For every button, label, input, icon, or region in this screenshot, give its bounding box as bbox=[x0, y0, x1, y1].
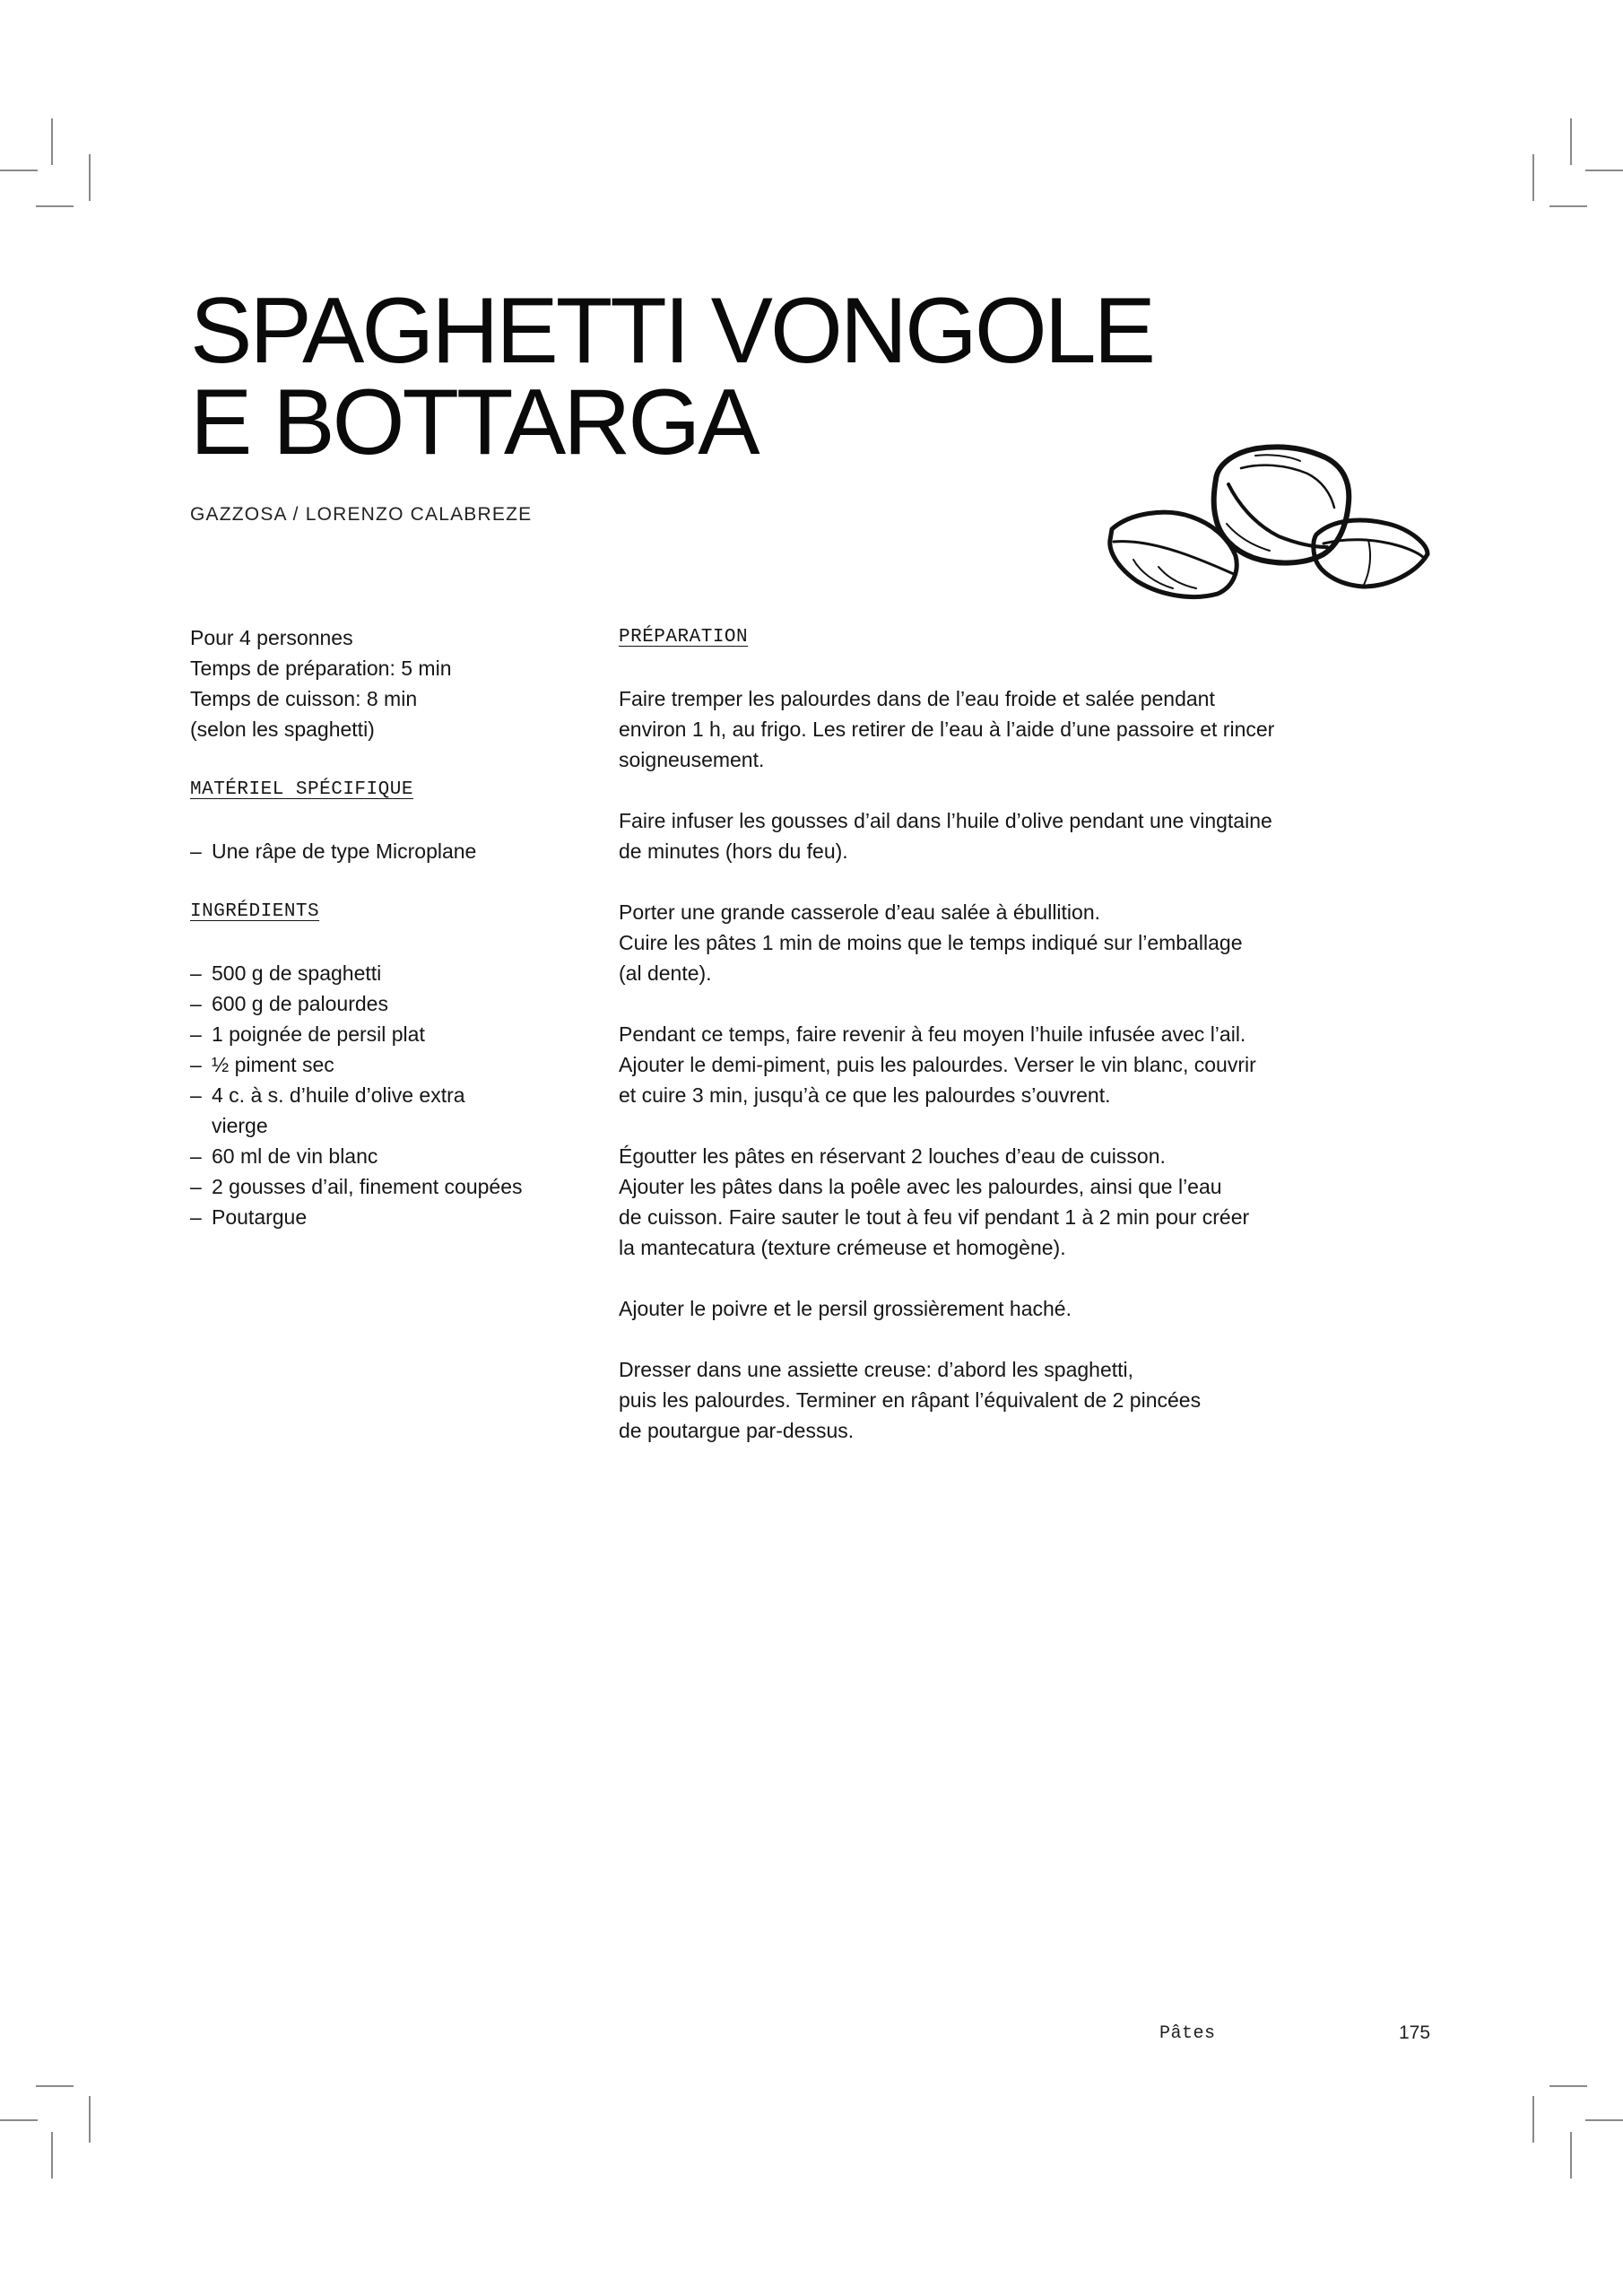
ingredients-heading: INGRÉDIENTS bbox=[190, 901, 320, 922]
crop-mark bbox=[1532, 2096, 1534, 2143]
equipment-item: – Une râpe de type Microplane bbox=[190, 839, 477, 863]
crop-mark bbox=[1585, 2119, 1623, 2121]
preparation-step: Ajouter le poivre et le persil grossièrement haché. bbox=[619, 1297, 1072, 1320]
ingredient-item: – 1 poignée de persil plat bbox=[190, 1022, 425, 1046]
preparation-step: Pendant ce temps, faire revenir à feu moyen l’huile infusée avec l’ail. Ajouter le demi-piment, puis les palourdes. Verser le vin blanc, couvrir et cuire 3 min, jusqu’à ce que les palourdes s’ouvrent. bbox=[619, 1022, 1256, 1107]
ingredient-item: – 600 g de palourdes bbox=[190, 992, 388, 1015]
preparation-step: Dresser dans une assiette creuse: d’abord les spaghetti, puis les palourdes. Terminer en râpant l’équivalent de 2 pincées de poutargue par-dessus. bbox=[619, 1358, 1202, 1442]
crop-mark bbox=[1549, 2085, 1587, 2087]
preparation-heading: PRÉPARATION bbox=[619, 627, 749, 648]
crop-mark bbox=[0, 2119, 38, 2121]
preparation-step: Porter une grande casserole d’eau salée à ébullition. Cuire les pâtes 1 min de moins que le temps indiqué sur l’emballage (al dente). bbox=[619, 900, 1243, 985]
crop-mark bbox=[89, 154, 91, 201]
preparation-step: Égoutter les pâtes en réservant 2 louches d’eau de cuisson. Ajouter les pâtes dans la poêle avec les palourdes, ainsi que l’eau de cuisson. Faire sauter le tout à feu vif pendant 1 à 2 min pour créer la mantecatura (texture crémeuse et homogène). bbox=[619, 1144, 1250, 1259]
ingredient-item: – 500 g de spaghetti bbox=[190, 961, 382, 985]
crop-mark bbox=[1570, 2132, 1572, 2179]
crop-mark bbox=[0, 170, 38, 171]
prep-time-text: Temps de préparation: 5 min bbox=[190, 657, 452, 680]
page-number: 175 bbox=[1399, 2022, 1431, 2043]
recipe-title bbox=[190, 279, 1153, 474]
preparation-step: Faire infuser les gousses d’ail dans l’huile d’olive pendant une vingtaine de minutes (hors du feu). bbox=[619, 809, 1272, 863]
ingredient-item: – Poutargue bbox=[190, 1205, 308, 1229]
crop-mark bbox=[36, 205, 74, 207]
ingredient-item: – 2 gousses d’ail, finement coupées bbox=[190, 1175, 523, 1198]
ingredient-item: – ½ piment sec bbox=[190, 1053, 334, 1076]
recipe-title-line: SPAGHETTI VONGOLE bbox=[190, 279, 1153, 383]
preparation-section bbox=[619, 622, 1426, 1446]
ingredient-item: – 4 c. à s. d’huile d’olive extra vierge bbox=[190, 1083, 465, 1137]
preparation-step: Faire tremper les palourdes dans de l’eau froide et salée pendant environ 1 h, au frigo. Les retirer de l’eau à l’aide d’une passoire et rincer soigneusement. bbox=[619, 687, 1275, 771]
crop-mark bbox=[1585, 170, 1623, 171]
crop-mark bbox=[1549, 205, 1587, 207]
equipment-heading: MATÉRIEL SPÉCIFIQUE bbox=[190, 779, 413, 800]
clams-illustration-icon bbox=[1103, 438, 1435, 604]
crop-mark bbox=[89, 2096, 91, 2143]
servings-text: Pour 4 personnes bbox=[190, 626, 353, 649]
cook-time-note: (selon les spaghetti) bbox=[190, 718, 375, 741]
crop-mark bbox=[51, 118, 53, 165]
ingredient-item: – 60 ml de vin blanc bbox=[190, 1144, 378, 1168]
crop-mark bbox=[1570, 118, 1572, 165]
footer-section-name: Pâtes bbox=[1159, 2023, 1216, 2044]
cook-time-text: Temps de cuisson: 8 min bbox=[190, 687, 418, 710]
crop-mark bbox=[51, 2132, 53, 2179]
recipe-title-line: E BOTTARGA bbox=[190, 370, 758, 474]
crop-mark bbox=[1532, 154, 1534, 201]
crop-mark bbox=[36, 2085, 74, 2087]
recipe-byline: GAZZOSA / LORENZO CALABREZE bbox=[190, 504, 533, 525]
recipe-sidebar bbox=[190, 622, 585, 1232]
